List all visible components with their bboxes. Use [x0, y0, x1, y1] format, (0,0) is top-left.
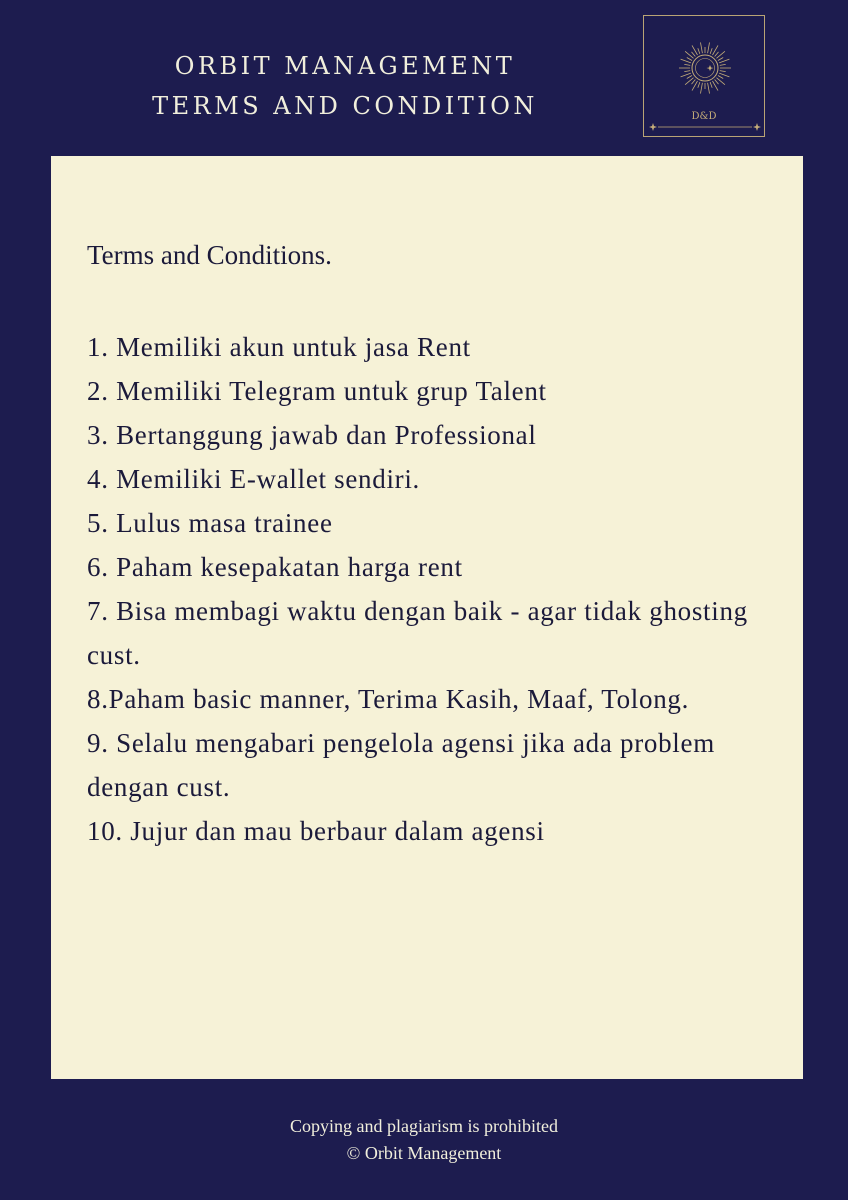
- page-footer: [0, 1113, 848, 1167]
- terms-panel: [51, 156, 803, 1079]
- list-item: 6. Paham kesepakatan harga rent: [87, 552, 463, 582]
- footer-copyright: © Orbit Management: [346, 1143, 502, 1163]
- header-title: ORBIT MANAGEMENT: [174, 52, 516, 80]
- document-title: Terms and Conditions.: [87, 240, 332, 270]
- list-item: 7. Bisa membagi waktu dengan baik - agar tidak ghosting cust.: [87, 596, 748, 670]
- header-subtitle: TERMS AND CONDITION: [152, 92, 538, 120]
- list-item: 9. Selalu mengabari pengelola agensi jika ada problem dengan cust.: [87, 728, 715, 802]
- list-item: 1. Memiliki akun untuk jasa Rent: [87, 332, 471, 362]
- list-item: 3. Bertanggung jawab dan Professional: [87, 420, 537, 450]
- list-item: 5. Lulus masa trainee: [87, 508, 333, 538]
- list-item: 10. Jujur dan mau berbaur dalam agensi: [87, 816, 545, 846]
- logo: [643, 15, 765, 137]
- list-item: 4. Memiliki E-wallet sendiri.: [87, 464, 420, 494]
- list-item: 8.Paham basic manner, Terima Kasih, Maaf, Tolong.: [87, 684, 690, 714]
- page-header: [0, 46, 690, 126]
- terms-list: [87, 325, 777, 853]
- list-item: 2. Memiliki Telegram untuk grup Talent: [87, 376, 547, 406]
- logo-text: D&D: [691, 111, 717, 122]
- footer-notice: Copying and plagiarism is prohibited: [290, 1116, 558, 1136]
